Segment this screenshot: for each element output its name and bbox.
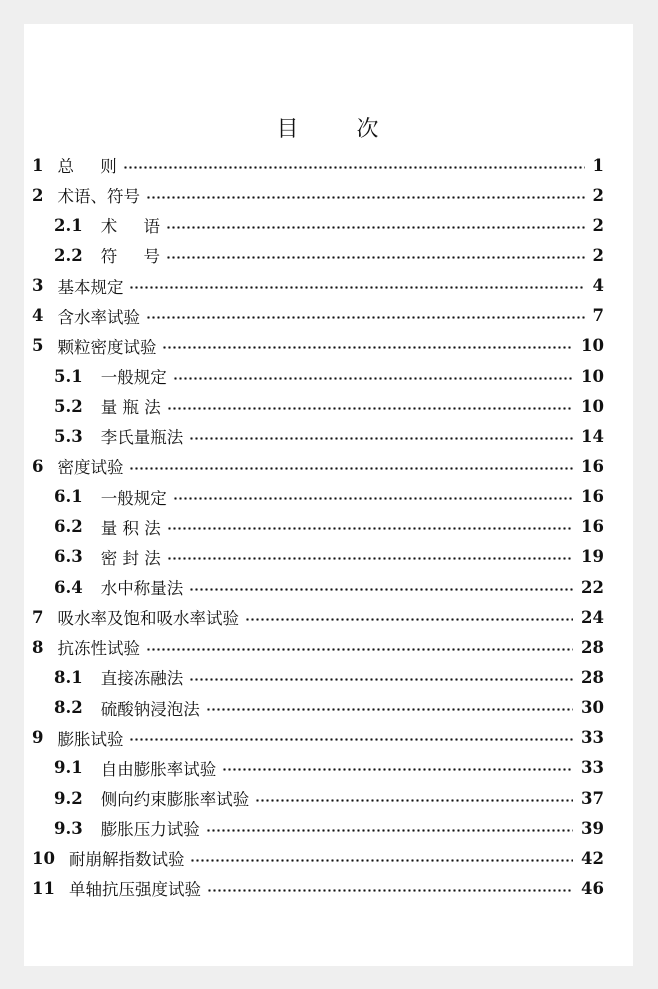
document-page xyxy=(24,24,633,966)
toc-entry-number: 1 xyxy=(32,155,44,175)
dot-leader xyxy=(206,708,573,711)
toc-entry-page: 10 xyxy=(581,396,604,416)
toc-entry-label: 量 瓶 法 xyxy=(100,398,161,418)
toc-entry-number: 9.3 xyxy=(54,818,83,838)
toc-entry-page: 16 xyxy=(581,456,604,476)
toc-entry-page: 16 xyxy=(581,487,604,507)
toc-entry-number: 6.3 xyxy=(54,547,83,567)
toc-entry-label: 颗粒密度试验 xyxy=(57,337,157,357)
dot-leader xyxy=(167,407,573,410)
toc-entry[interactable] xyxy=(32,391,604,421)
table-of-contents xyxy=(32,150,604,904)
dot-leader xyxy=(173,497,573,500)
toc-entry[interactable] xyxy=(32,361,604,391)
toc-entry-number: 2.2 xyxy=(54,245,83,265)
dot-leader xyxy=(206,829,573,832)
toc-entry-number: 8.2 xyxy=(54,698,83,718)
toc-entry-page: 28 xyxy=(581,667,604,687)
toc-entry-label: 自由膨胀率试验 xyxy=(100,759,217,779)
dot-leader xyxy=(129,467,573,470)
toc-entry-label: 膨胀压力试验 xyxy=(100,820,200,840)
toc-entry[interactable] xyxy=(32,240,604,270)
toc-entry-number: 2 xyxy=(32,185,44,205)
toc-entry-page: 33 xyxy=(581,758,604,778)
toc-entry[interactable] xyxy=(32,843,604,873)
toc-entry-page: 7 xyxy=(592,306,604,326)
toc-entry-page: 10 xyxy=(581,366,604,386)
dot-leader xyxy=(167,527,573,530)
toc-entry-page: 16 xyxy=(581,517,604,537)
toc-entry-page: 42 xyxy=(581,848,604,868)
toc-entry-label: 李氏量瓶法 xyxy=(100,428,184,448)
toc-entry-label: 单轴抗压强度试验 xyxy=(68,880,201,900)
toc-title xyxy=(24,112,633,143)
toc-entry[interactable] xyxy=(32,813,604,843)
toc-entry-number: 9 xyxy=(32,728,44,748)
toc-entry-label: 量 积 法 xyxy=(100,518,161,538)
toc-entry[interactable] xyxy=(32,512,604,542)
toc-entry-number: 11 xyxy=(32,878,55,898)
toc-entry-number: 7 xyxy=(32,607,44,627)
toc-entry-page: 1 xyxy=(592,155,604,175)
toc-entry-number: 5 xyxy=(32,336,44,356)
toc-entry[interactable] xyxy=(32,451,604,481)
toc-entry-number: 4 xyxy=(32,306,44,326)
toc-entry-label: 密度试验 xyxy=(57,458,124,478)
dot-leader xyxy=(129,286,584,289)
dot-leader xyxy=(166,256,585,259)
toc-entry-number: 9.1 xyxy=(54,758,83,778)
toc-entry-number: 10 xyxy=(32,848,55,868)
toc-entry[interactable] xyxy=(32,180,604,210)
toc-entry[interactable] xyxy=(32,662,604,692)
toc-entry-number: 5.1 xyxy=(54,366,83,386)
toc-title-right: 次 xyxy=(356,117,381,142)
toc-entry-label: 水中称量法 xyxy=(100,579,184,599)
toc-entry-page: 46 xyxy=(581,878,604,898)
toc-entry-page: 30 xyxy=(581,698,604,718)
toc-entry[interactable] xyxy=(32,421,604,451)
toc-entry-page: 28 xyxy=(581,637,604,657)
toc-entry-page: 22 xyxy=(581,577,604,597)
toc-entry[interactable] xyxy=(32,271,604,301)
toc-entry[interactable] xyxy=(32,753,604,783)
toc-entry[interactable] xyxy=(32,482,604,512)
toc-entry-number: 2.1 xyxy=(54,215,83,235)
toc-entry-label: 硫酸钠浸泡法 xyxy=(100,699,200,719)
dot-leader xyxy=(190,859,573,862)
dot-leader xyxy=(173,377,573,380)
toc-entry-page: 37 xyxy=(581,788,604,808)
toc-entry[interactable] xyxy=(32,783,604,813)
dot-leader xyxy=(146,648,573,651)
toc-entry-label: 基本规定 xyxy=(57,277,124,297)
dot-leader xyxy=(245,618,573,621)
toc-entry-page: 2 xyxy=(592,185,604,205)
toc-entry-page: 19 xyxy=(581,547,604,567)
toc-entry-page: 2 xyxy=(592,215,604,235)
dot-leader xyxy=(166,226,585,229)
toc-title-left: 目 xyxy=(276,117,301,142)
toc-entry[interactable] xyxy=(32,693,604,723)
dot-leader xyxy=(222,768,573,771)
toc-entry-label: 密 封 法 xyxy=(100,548,161,568)
toc-entry-number: 9.2 xyxy=(54,788,83,808)
toc-entry-label: 侧向约束膨胀率试验 xyxy=(100,790,250,810)
dot-leader xyxy=(189,588,573,591)
dot-leader xyxy=(146,196,585,199)
toc-entry-label: 直接冻融法 xyxy=(100,669,184,689)
toc-entry-label: 术 语 xyxy=(100,217,160,237)
toc-entry-label: 吸水率及饱和吸水率试验 xyxy=(57,609,239,629)
toc-entry[interactable] xyxy=(32,723,604,753)
toc-entry[interactable] xyxy=(32,602,604,632)
toc-entry-label: 耐崩解指数试验 xyxy=(68,850,185,870)
toc-entry[interactable] xyxy=(32,210,604,240)
toc-entry-label: 一般规定 xyxy=(100,368,167,388)
toc-entry-page: 2 xyxy=(592,245,604,265)
toc-entry-number: 6 xyxy=(32,456,44,476)
toc-entry-page: 4 xyxy=(592,276,604,296)
dot-leader xyxy=(129,738,573,741)
toc-entry-page: 33 xyxy=(581,728,604,748)
dot-leader xyxy=(167,557,573,560)
dot-leader xyxy=(162,346,573,349)
toc-entry-label: 术语、符号 xyxy=(57,187,140,207)
toc-entry-number: 5.2 xyxy=(54,396,83,416)
toc-entry-page: 14 xyxy=(581,426,604,446)
toc-entry-number: 8 xyxy=(32,637,44,657)
toc-entry-page: 24 xyxy=(581,607,604,627)
toc-entry-number: 3 xyxy=(32,276,44,296)
dot-leader xyxy=(207,889,573,892)
toc-entry-label: 符 号 xyxy=(100,247,160,267)
dot-leader xyxy=(255,799,573,802)
toc-entry[interactable] xyxy=(32,873,604,903)
dot-leader xyxy=(189,437,573,440)
toc-entry-number: 6.4 xyxy=(54,577,83,597)
toc-entry-label: 总 则 xyxy=(57,157,117,177)
toc-entry[interactable] xyxy=(32,150,604,180)
dot-leader xyxy=(146,316,585,319)
toc-entry-page: 10 xyxy=(581,336,604,356)
toc-entry[interactable] xyxy=(32,542,604,572)
toc-entry-number: 6.1 xyxy=(54,487,83,507)
toc-entry-number: 5.3 xyxy=(54,426,83,446)
toc-entry-label: 含水率试验 xyxy=(57,307,140,327)
toc-entry-page: 39 xyxy=(581,818,604,838)
toc-entry-label: 抗冻性试验 xyxy=(57,639,140,659)
dot-leader xyxy=(123,166,585,169)
dot-leader xyxy=(189,678,573,681)
toc-entry[interactable] xyxy=(32,572,604,602)
toc-entry-number: 8.1 xyxy=(54,667,83,687)
toc-entry-label: 一般规定 xyxy=(100,488,167,508)
toc-entry[interactable] xyxy=(32,632,604,662)
toc-entry[interactable] xyxy=(32,331,604,361)
toc-entry-label: 膨胀试验 xyxy=(57,729,124,749)
toc-entry[interactable] xyxy=(32,301,604,331)
toc-entry-number: 6.2 xyxy=(54,517,83,537)
